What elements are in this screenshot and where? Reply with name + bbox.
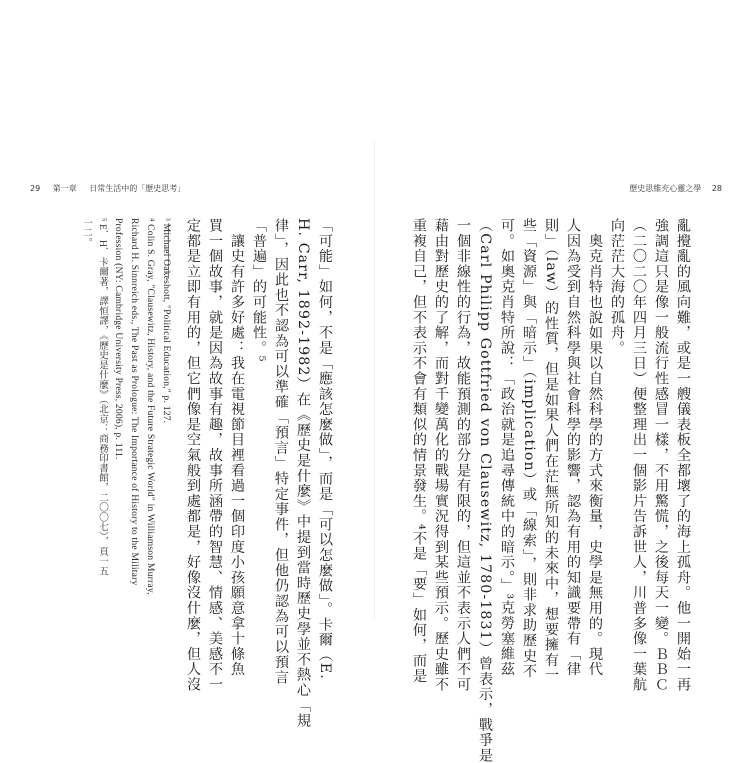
text-column: 些「資源」與「暗示」（implication）或「線索」，則非求助歷史不 <box>521 218 537 679</box>
text-column: 「普遍」的可能性。⁵ <box>251 218 267 363</box>
text-column: 奧克肖特也說如果以自然科學的方式來衡量，史學是無用的。現代 <box>587 218 603 677</box>
text-column: H. Carr, 1892-1982）在《歷史是什麼》中提到當時歷史學並不熱心「規 <box>295 218 311 729</box>
text-column: 強調這只是像一般流行性感冒一樣，不用驚慌，之後每天一變。ＢＢＣ <box>653 218 669 693</box>
footnote: ⁴ Colin S. Gray, "Clausewitz, History, and the Future Strategic World" in Williamson Murray, <box>145 218 156 595</box>
left-page-number: 29 <box>30 184 41 193</box>
right-running-header <box>629 183 722 195</box>
chapter-label: 第一章 <box>52 184 77 193</box>
footnote: ³ Michael Oakeshott, "Political Education," p. 127. <box>161 218 172 424</box>
footnote: Profession (NY: Cambridge University Press, 2006), p. 111. <box>113 218 124 460</box>
footnote: 一二。 <box>81 218 92 248</box>
text-column: 讓史有許多好處：我在電視節目裡看過一個印度小孩願意拿十條魚 <box>229 218 245 677</box>
text-column: 「可能」如何，不是「應該怎麼做」，而是「可以怎麼做」。卡爾（E. <box>317 218 333 680</box>
left-running-header <box>30 183 185 195</box>
right-page-number: 28 <box>711 184 722 193</box>
footnotes <box>78 218 174 595</box>
text-column: 向茫茫大海的孤舟。 <box>609 218 625 356</box>
text-column: 亂攪亂的風向難，或是一艘儀表板全都壞了的海上孤舟。他一開始一再 <box>675 218 691 693</box>
text-column: 買一個故事，就是因為故事有趣，故事所涵帶的智慧、情感、美感不一 <box>207 218 223 693</box>
text-column: 一個非線性的行為，故能預測的部分是有限的，但這並不表示人們不可 <box>455 218 471 693</box>
text-column: 人因為受到自然科學與社會科學的影響，認為有用的知識要帶有「律 <box>565 218 581 677</box>
text-column: （Carl Philipp Gottfried von Clausewitz, 1780-1831）曾表示，戰爭是 <box>477 218 493 763</box>
footnote: ⁵ E．H．卡爾著，譯恒譯，《歷史是什麼》（北京：商務印書館，二〇〇七），頁一五 <box>97 218 108 576</box>
page-gutter <box>374 140 375 620</box>
text-column: 定都是立即有用的，但它們像是空氣般到處都是，好像沒什麼，但人沒 <box>185 218 201 693</box>
footnote: Richard H. Sinnreich eds., The Past as Prologue: The Importance of History to the Military <box>129 218 140 586</box>
right-page-body <box>411 218 694 763</box>
text-column: 藉由對歷史的了解，而對千變萬化的戰場實況得到某些預示。歷史雖不 <box>433 218 449 693</box>
chapter-title: 日常生活中的「歷史思考」 <box>89 184 186 193</box>
text-column: 可。如奧克肖特所說：「政治就是追尋傳統中的暗示。」³克勞塞維茲 <box>499 218 515 677</box>
text-column: 重複自己，但不表示不會有類似的情景發生。⁴不是「要」如何，而是 <box>411 218 427 684</box>
text-column: （二〇二〇年四月三日）便整理出一個影片告訴世人，川普多像一葉航 <box>631 218 647 693</box>
running-title: 歷史思維充心靈之學 <box>629 184 702 193</box>
text-column: 則」（law）的性質，但是如果人們在茫無所知的未來中，想要擁有一 <box>543 218 559 684</box>
left-page-body <box>185 218 336 729</box>
text-column: 律」，因此也不認為可以準確「預言」特定事件，但他仍認為可以預言 <box>273 218 289 686</box>
